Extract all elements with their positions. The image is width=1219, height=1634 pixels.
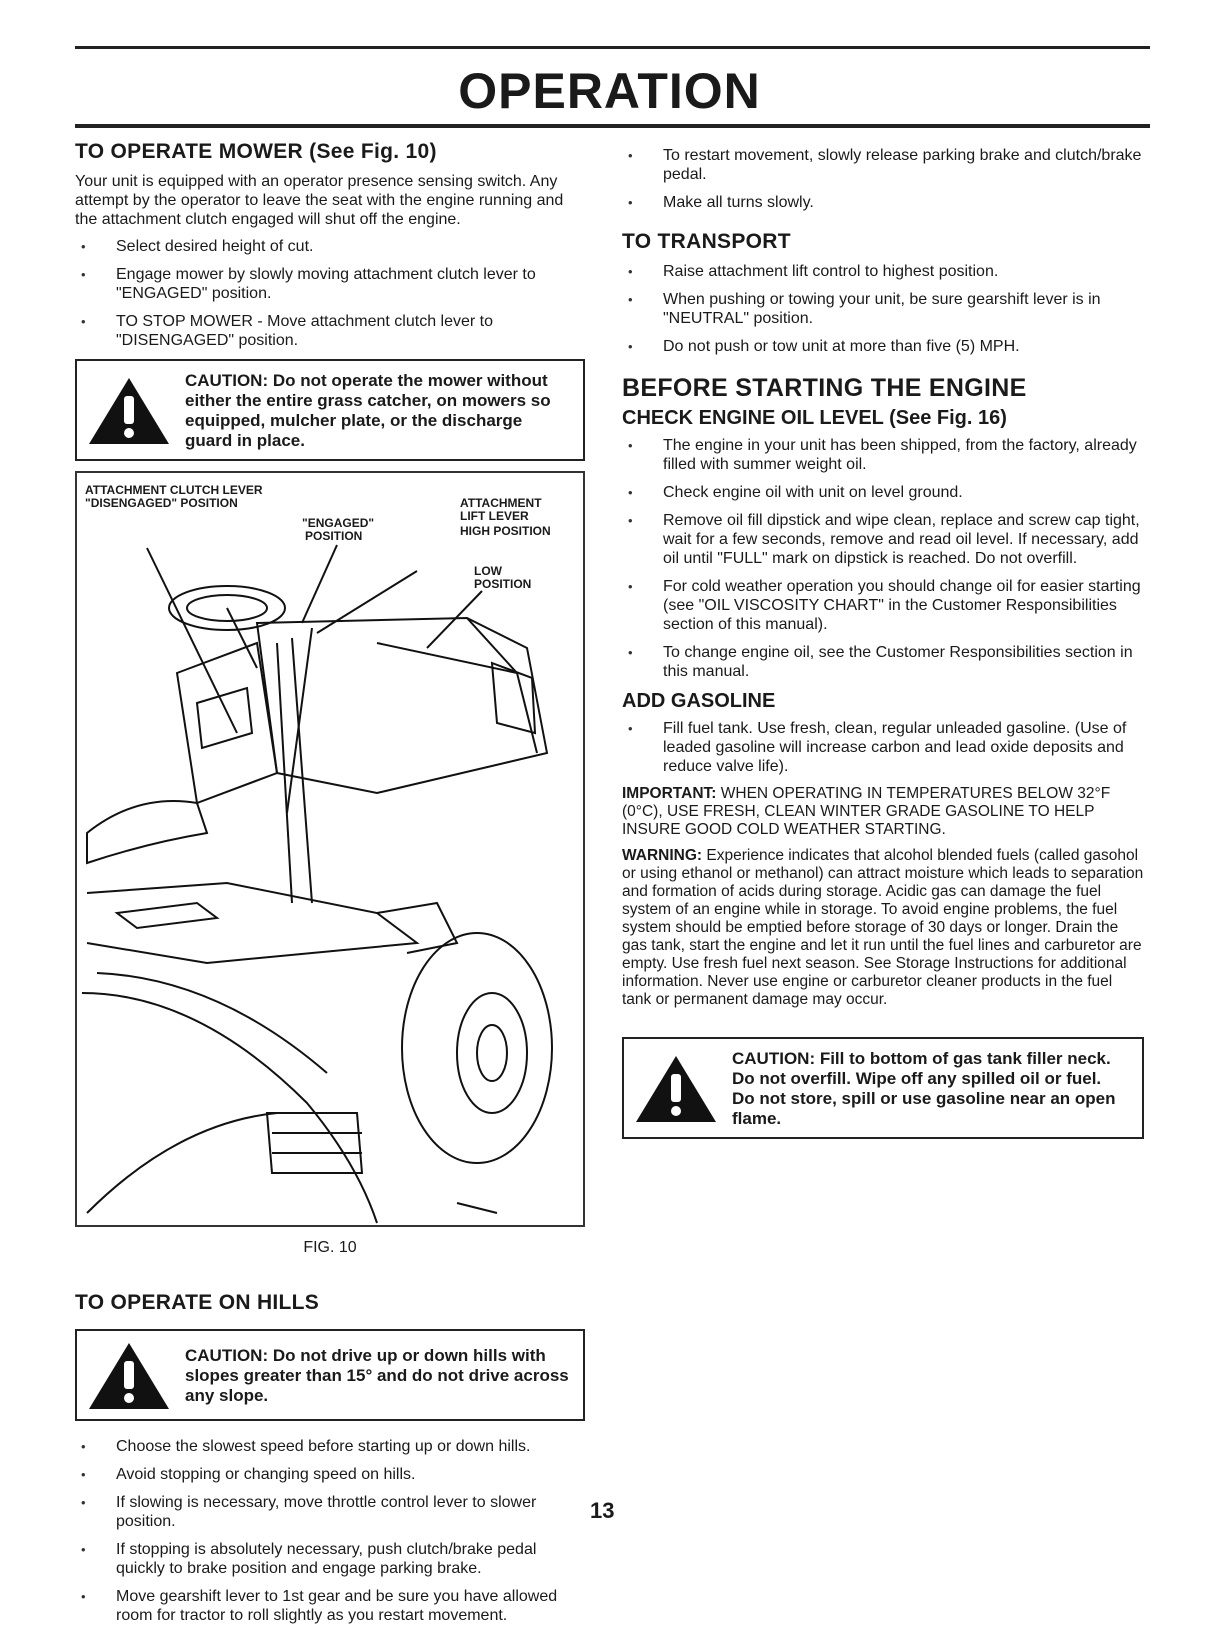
figure-caption: FIG. 10 bbox=[303, 1239, 357, 1256]
mower-caution-box bbox=[75, 359, 585, 461]
page-title: OPERATION bbox=[458, 63, 761, 119]
figure-label-engaged-position: POSITION bbox=[305, 529, 363, 543]
list-item: • Fill fuel tank. Use fresh, clean, regular unleaded gasoline. (Use of leaded gasoline will increase carbon and lead oxide deposits and reduce valve life). bbox=[622, 719, 1144, 776]
hills-caution-box bbox=[75, 1329, 585, 1421]
transport-list bbox=[622, 262, 1144, 356]
hills-caution-text: CAUTION: Do not drive up or down hills with slopes greater than 15° and do not drive across any slope. bbox=[185, 1346, 569, 1405]
figure-label-clutch-lever: ATTACHMENT CLUTCH LEVER bbox=[85, 483, 263, 497]
top-rule bbox=[75, 46, 1150, 49]
list-item: • Avoid stopping or changing speed on hills. bbox=[75, 1465, 585, 1484]
important-text: WHEN OPERATING IN TEMPERATURES BELOW 32°F (0°C), USE FRESH, CLEAN WINTER GRADE GASOLINE TO HELP INSURE GOOD COLD WEATHER STARTING. bbox=[622, 785, 1111, 838]
list-item: • Engage mower by slowly moving attachment clutch lever to "ENGAGED" position. bbox=[75, 265, 585, 303]
right-column bbox=[622, 146, 1144, 1149]
operate-mower-intro: Your unit is equipped with an operator presence sensing switch. Any attempt by the operator to leave the seat with the engine running and the attachment clutch engaged will shut off the engine. bbox=[75, 173, 564, 228]
list-item: • Raise attachment lift control to highest position. bbox=[622, 262, 1144, 281]
list-item: • Move gearshift lever to 1st gear and be sure you have allowed room for tractor to roll slightly as you restart movement. bbox=[75, 1587, 585, 1625]
operate-hills-heading: TO OPERATE ON HILLS bbox=[75, 1291, 320, 1314]
list-item: • Select desired height of cut. bbox=[75, 237, 585, 256]
warning-note bbox=[622, 847, 1144, 1009]
list-item: • When pushing or towing your unit, be sure gearshift lever is in "NEUTRAL" position. bbox=[622, 290, 1144, 328]
figure-label-disengaged: "DISENGAGED" POSITION bbox=[85, 496, 238, 510]
warning-triangle-icon bbox=[87, 1341, 171, 1411]
left-column bbox=[75, 140, 585, 1634]
page-number: 13 bbox=[590, 1498, 615, 1523]
warning-triangle-icon bbox=[87, 376, 171, 446]
list-item: • TO STOP MOWER - Move attachment clutch lever to "DISENGAGED" position. bbox=[75, 312, 585, 350]
list-item: • If stopping is absolutely necessary, push clutch/brake pedal quickly to brake position and engage parking brake. bbox=[75, 1540, 585, 1578]
figure-label-high-position: HIGH POSITION bbox=[460, 524, 551, 538]
operate-mower-heading: TO OPERATE MOWER (See Fig. 10) bbox=[75, 140, 437, 163]
figure-10 bbox=[75, 471, 585, 1227]
figure-label-lift-lever: LIFT LEVER bbox=[460, 509, 529, 523]
add-gasoline-list bbox=[622, 719, 1144, 776]
list-item: • Make all turns slowly. bbox=[622, 193, 1144, 212]
figure-label-low: LOW bbox=[474, 564, 502, 578]
title-rule bbox=[75, 124, 1150, 128]
before-starting-heading: BEFORE STARTING THE ENGINE bbox=[622, 374, 1027, 402]
list-item: • Do not push or tow unit at more than five (5) MPH. bbox=[622, 337, 1144, 356]
operate-mower-list bbox=[75, 237, 585, 350]
mower-caution-text: CAUTION: Do not operate the mower without either the entire grass catcher, on mowers so equipped, mulcher plate, or the discharge guard in place. bbox=[185, 371, 551, 450]
gasoline-caution-box bbox=[622, 1037, 1144, 1139]
figure-label-attachment: ATTACHMENT bbox=[460, 496, 542, 510]
figure-label-engaged: "ENGAGED" bbox=[302, 516, 375, 530]
warning-triangle-icon bbox=[634, 1054, 718, 1124]
check-oil-heading: CHECK ENGINE OIL LEVEL (See Fig. 16) bbox=[622, 407, 1007, 429]
list-item: • Choose the slowest speed before starting up or down hills. bbox=[75, 1437, 585, 1456]
add-gasoline-heading: ADD GASOLINE bbox=[622, 690, 776, 712]
list-item: • To change engine oil, see the Customer Responsibilities section in this manual. bbox=[622, 643, 1144, 681]
gasoline-caution-text: CAUTION: Fill to bottom of gas tank filler neck. Do not overfill. Wipe off any spilled oil or fuel. Do not store, spill or use gasoline near an open flame. bbox=[732, 1049, 1116, 1128]
restart-list bbox=[622, 146, 1144, 212]
list-item: • If slowing is necessary, move throttle control lever to slower position. bbox=[75, 1493, 585, 1531]
warning-label: WARNING: bbox=[622, 847, 703, 864]
warning-text: Experience indicates that alcohol blended fuels (called gasohol or using ethanol or methanol) can attract moisture which leads to separation and formation of acids during storage. Acidic gas can damage the fuel system of an engine while in storage. To avoid engine problems, the fuel system should be emptied before storage of 30 days or longer. Drain the gas tank, start the engine and let it run until the fuel lines and carburetor are empty. Use fresh fuel next season. See Storage Instructions for additional information. Never use engine or carburetor cleaner products in the fuel tank or permanent damage may occur. bbox=[622, 847, 1144, 1008]
list-item: • For cold weather operation you should change oil for easier starting (see "OIL VISCOSITY CHART" in the Customer Responsibilities section of this manual). bbox=[622, 577, 1144, 634]
important-label: IMPORTANT: bbox=[622, 785, 717, 802]
list-item: • The engine in your unit has been shipped, from the factory, already filled with summer weight oil. bbox=[622, 436, 1144, 474]
important-note bbox=[622, 785, 1144, 839]
operate-hills-list bbox=[75, 1437, 585, 1625]
check-oil-list bbox=[622, 436, 1144, 681]
transport-heading: TO TRANSPORT bbox=[622, 230, 791, 253]
list-item: • Remove oil fill dipstick and wipe clean, replace and screw cap tight, wait for a few seconds, remove and read oil level. If necessary, add oil until "FULL" mark on dipstick is reached. Do not overfill. bbox=[622, 511, 1144, 568]
list-item: • Check engine oil with unit on level ground. bbox=[622, 483, 1144, 502]
figure-label-low-position: POSITION bbox=[474, 577, 532, 591]
list-item: • To restart movement, slowly release parking brake and clutch/brake pedal. bbox=[622, 146, 1144, 184]
